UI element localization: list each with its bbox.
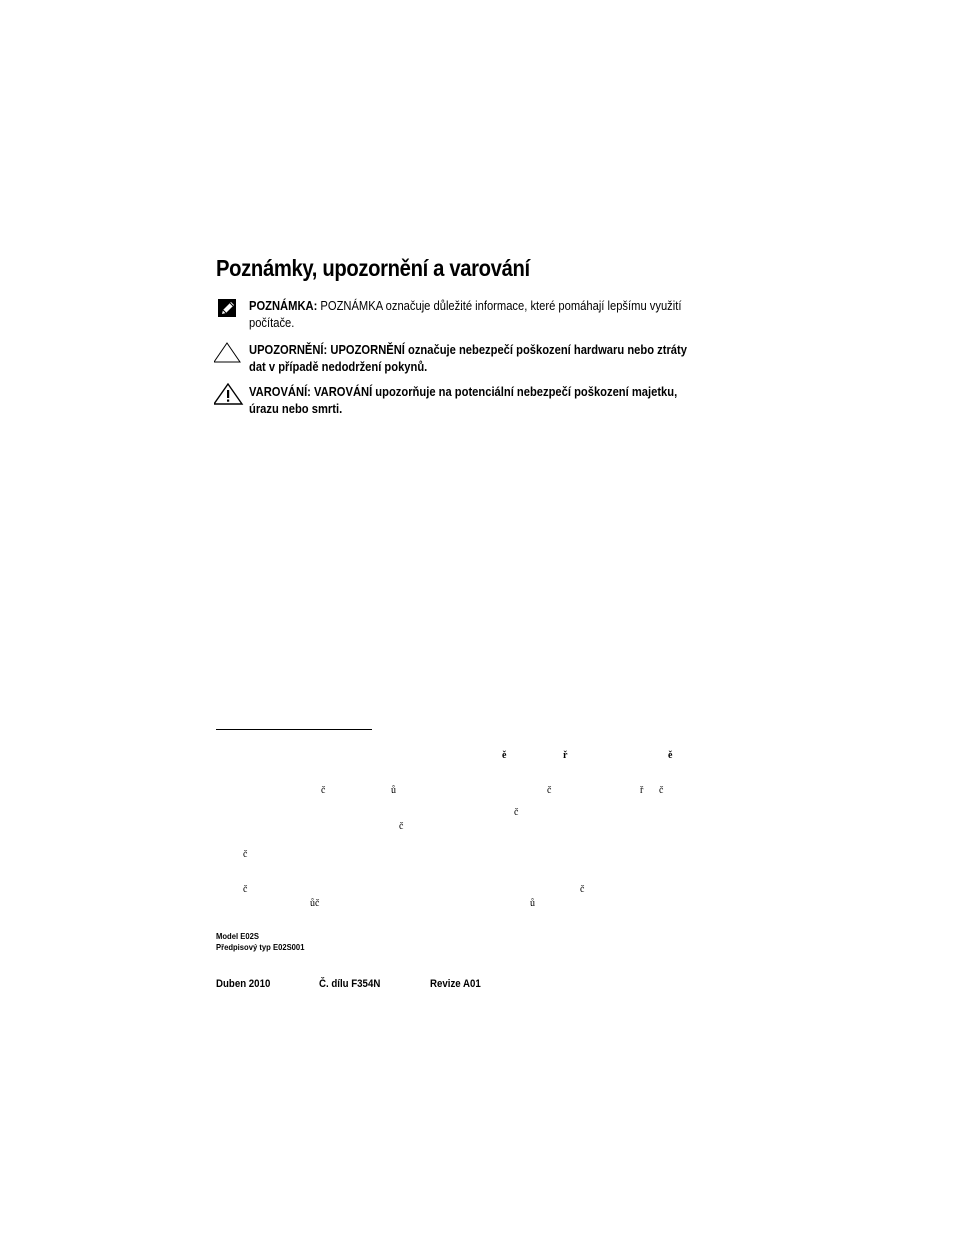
stray-glyph: č: [399, 821, 404, 832]
caution-text: UPOZORNĚNÍ označuje nebezpečí poškození hardwaru nebo ztráty dat v případě nedodržení pokynů.: [249, 342, 687, 374]
stray-glyph: č: [659, 785, 664, 796]
stray-glyph: ů: [391, 785, 396, 796]
stray-glyph: ě: [668, 750, 673, 761]
note-text: POZNÁMKA označuje důležité informace, které pomáhají lepšímu využití počítače.: [249, 298, 682, 330]
warning-exclamation-icon: [214, 383, 244, 407]
divider: [216, 729, 372, 730]
part-number: Č. dílu F354N: [319, 978, 381, 990]
warning-text: VAROVÁNÍ upozorňuje na potenciální nebezpečí poškození majetku, úrazu nebo smrti.: [249, 384, 678, 416]
regulatory-type: Předpisový typ E02S001: [216, 942, 305, 952]
stray-glyph: č: [547, 785, 552, 796]
stray-glyph: ř: [640, 785, 644, 796]
revision: Revize A01: [430, 978, 481, 990]
model-number: Model E02S: [216, 931, 259, 941]
caution-label: UPOZORNĚNÍ:: [249, 342, 328, 357]
stray-glyph: ř: [563, 750, 568, 761]
stray-glyph: č: [243, 849, 248, 860]
publication-date: Duben 2010: [216, 978, 271, 990]
caution-triangle-icon: [214, 341, 244, 365]
page-title: Poznámky, upozornění a varování: [216, 255, 530, 281]
stray-glyph: č: [243, 884, 248, 895]
note-pencil-icon: [214, 297, 244, 321]
warning-label: VAROVÁNÍ:: [249, 384, 311, 399]
stray-glyph: ů: [530, 898, 535, 909]
stray-glyph: ůč: [310, 898, 320, 909]
stray-glyph: ě: [502, 750, 507, 761]
note-label: POZNÁMKA:: [249, 298, 318, 313]
stray-glyph: č: [321, 785, 326, 796]
stray-glyph: č: [580, 884, 585, 895]
stray-glyph: č: [514, 807, 519, 818]
